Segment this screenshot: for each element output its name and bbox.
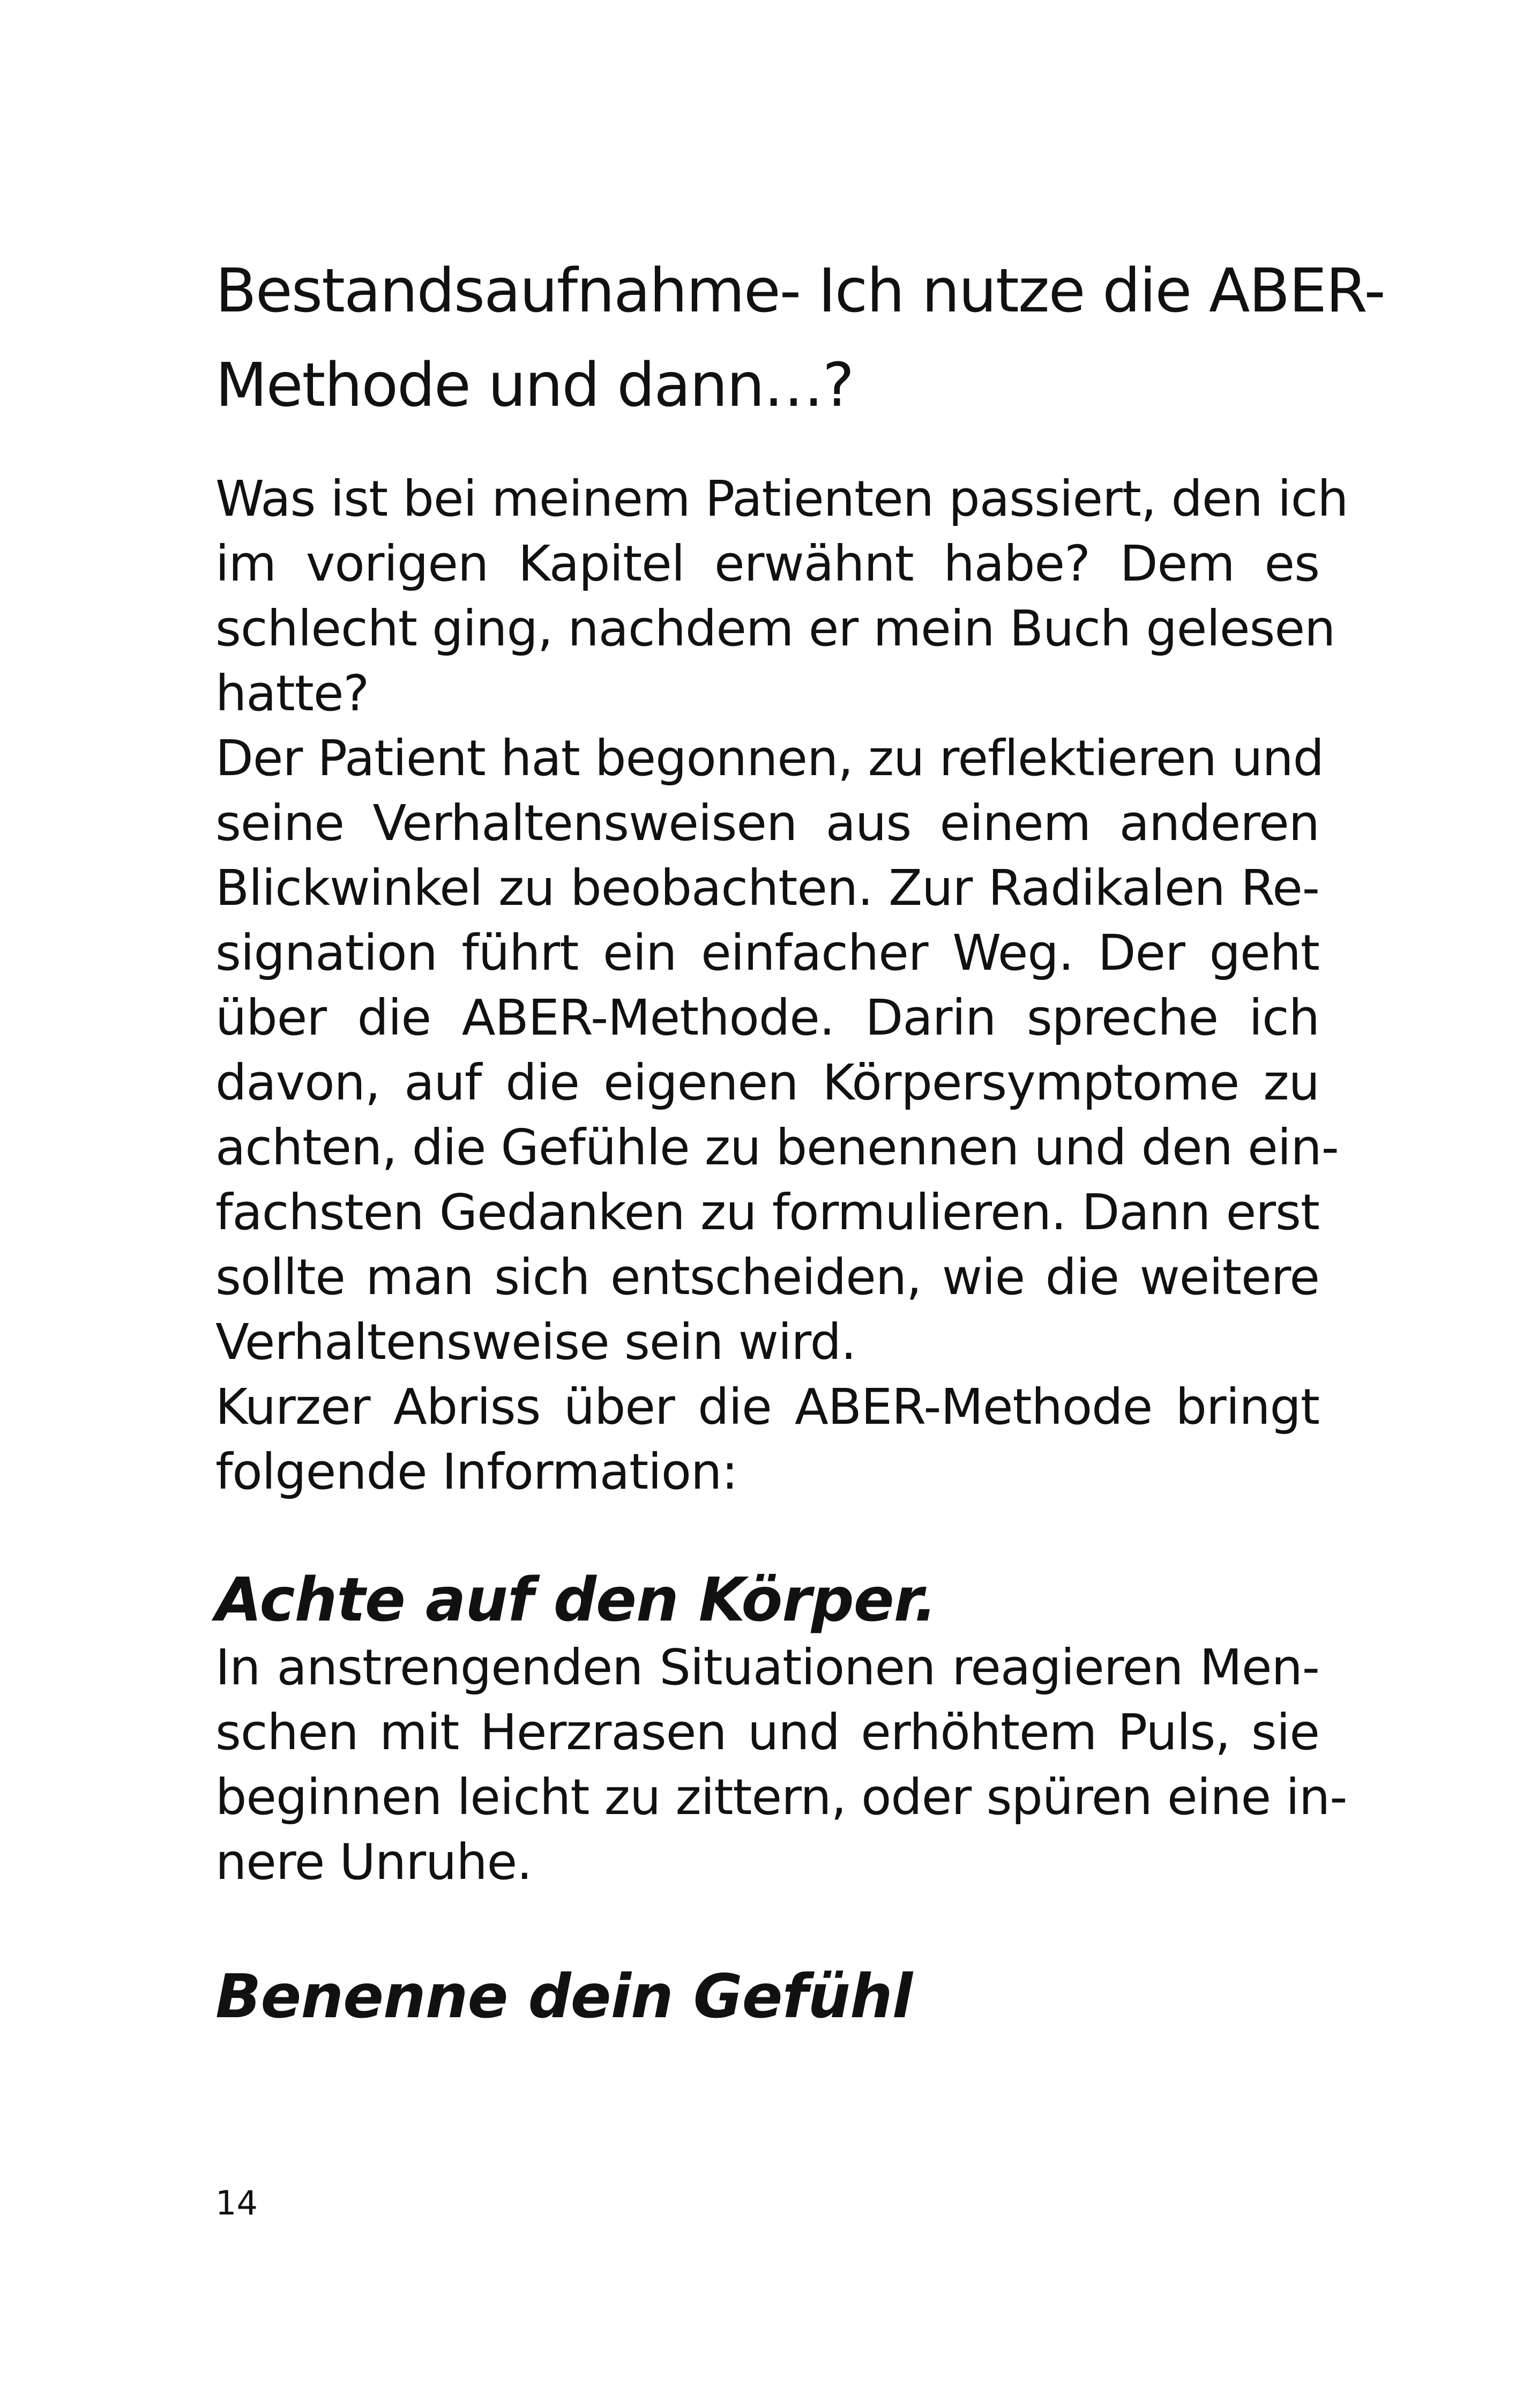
paragraph-2-line: Der Patient hat begonnen, zu reflektieren und (215, 730, 1324, 787)
paragraph-1-line: Was ist bei meinem Patienten passiert, den ich (215, 470, 1348, 527)
body-text-block-1 (215, 466, 1348, 1504)
paragraph-3-line: folgende Information: (215, 1443, 738, 1500)
paragraph-2-line: achten, die Gefühle zu benennen und den ein- (215, 1119, 1339, 1176)
chapter-title (215, 244, 1385, 433)
paragraph-1-line: hatte? (215, 665, 369, 722)
page-number: 14 (215, 2183, 258, 2223)
paragraph-3-line: Kurzer Abriss über die ABER-Methode bringt (215, 1378, 1319, 1436)
paragraph-4-line: schen mit Herzrasen und erhöhtem Puls, sie (215, 1704, 1319, 1761)
paragraph-2-line: Verhaltensweise sein wird. (215, 1313, 856, 1371)
paragraph-2-line: signation führt ein einfacher Weg. Der geht (215, 924, 1319, 982)
paragraph-4-line: nere Unruhe. (215, 1833, 532, 1891)
body-text-block-2 (215, 1635, 1347, 1894)
subheading-gefuehl: Benenne dein Gefühl (215, 1962, 913, 2032)
paragraph-4-line: beginnen leicht zu zittern, oder spüren eine in- (215, 1768, 1347, 1826)
paragraph-2-line: davon, auf die eigenen Körpersymptome zu (215, 1054, 1319, 1111)
paragraph-2-line: sollte man sich entscheiden, wie die weitere (215, 1248, 1319, 1306)
paragraph-2-line: seine Verhaltensweisen aus einem anderen (215, 794, 1319, 852)
paragraph-1-line: im vorigen Kapitel erwähnt habe? Dem es (215, 535, 1319, 592)
paragraph-4-line: In anstrengenden Situationen reagieren Men- (215, 1639, 1319, 1696)
subheading-koerper: Achte auf den Körper. (215, 1565, 937, 1635)
paragraph-2-line: Blickwinkel zu beobachten. Zur Radikalen Re- (215, 859, 1319, 917)
chapter-title-line-2: Methode und dann…? (215, 351, 854, 420)
chapter-title-line-1: Bestandsaufnahme- Ich nutze die ABER- (215, 256, 1385, 326)
paragraph-2-line: über die ABER-Methode. Darin spreche ich (215, 989, 1319, 1046)
paragraph-1-line: schlecht ging, nachdem er mein Buch gelesen (215, 600, 1335, 657)
paragraph-2-line: fachsten Gedanken zu formulieren. Dann erst (215, 1184, 1319, 1241)
